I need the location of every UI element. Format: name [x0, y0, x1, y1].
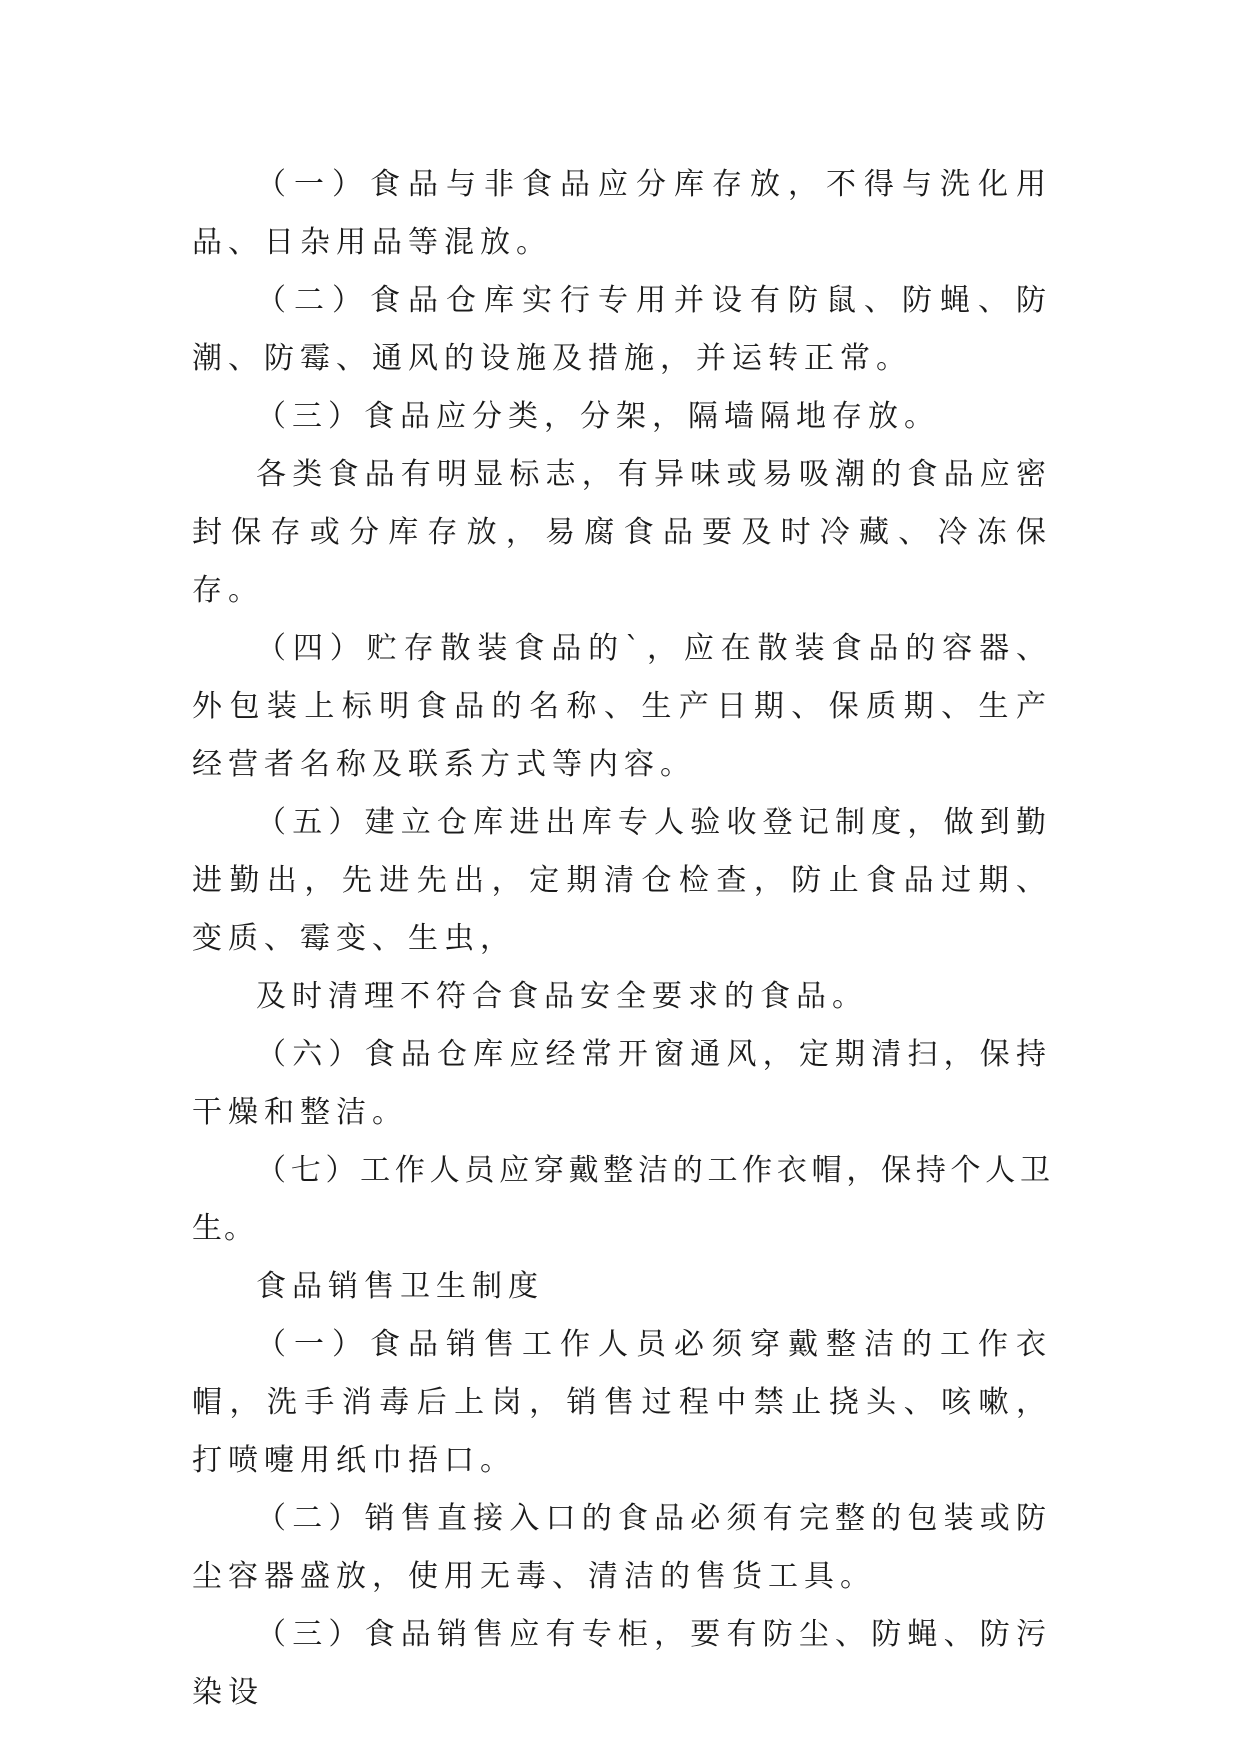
paragraph-6: （五）建立仓库进出库专人验收登记制度，做到勤进勤出，先进先出，定期清仓检查，防止食品过期、变质、霉变、生虫， [192, 805, 1052, 956]
paragraph-9: （七）工作人员应穿戴整洁的工作衣帽，保持个人卫生。 [192, 1153, 1052, 1246]
paragraph-7: 及时清理不符合食品安全要求的食品。 [256, 979, 868, 1014]
paragraph-5: （四）贮存散装食品的`，应在散装食品的容器、外包装上标明食品的名称、生产日期、保质期、生产经营者名称及联系方式等内容。 [192, 631, 1052, 782]
paragraph-11: （二）销售直接入口的食品必须有完整的包装或防尘容器盛放，使用无毒、清洁的售货工具。 [192, 1501, 1052, 1594]
paragraph-8: （六）食品仓库应经常开窗通风，定期清扫，保持干燥和整洁。 [192, 1037, 1052, 1130]
paragraph-4: 各类食品有明显标志，有异味或易吸潮的食品应密封保存或分库存放，易腐食品要及时冷藏、冷冻保存。 [192, 457, 1052, 608]
paragraph-10: （一）食品销售工作人员必须穿戴整洁的工作衣帽，洗手消毒后上岗，销售过程中禁止挠头、咳嗽，打喷嚏用纸巾捂口。 [192, 1327, 1052, 1478]
paragraph-3: （三）食品应分类，分架，隔墙隔地存放。 [256, 399, 940, 434]
paragraph-12: （三）食品销售应有专柜，要有防尘、防蝇、防污染设 [192, 1617, 1052, 1710]
paragraph-1: （一）食品与非食品应分库存放，不得与洗化用品、日杂用品等混放。 [192, 167, 1052, 260]
paragraph-2: （二）食品仓库实行专用并设有防鼠、防蝇、防潮、防霉、通风的设施及措施，并运转正常。 [192, 283, 1052, 376]
document-body [192, 156, 1052, 1722]
section-heading: 食品销售卫生制度 [256, 1269, 544, 1304]
